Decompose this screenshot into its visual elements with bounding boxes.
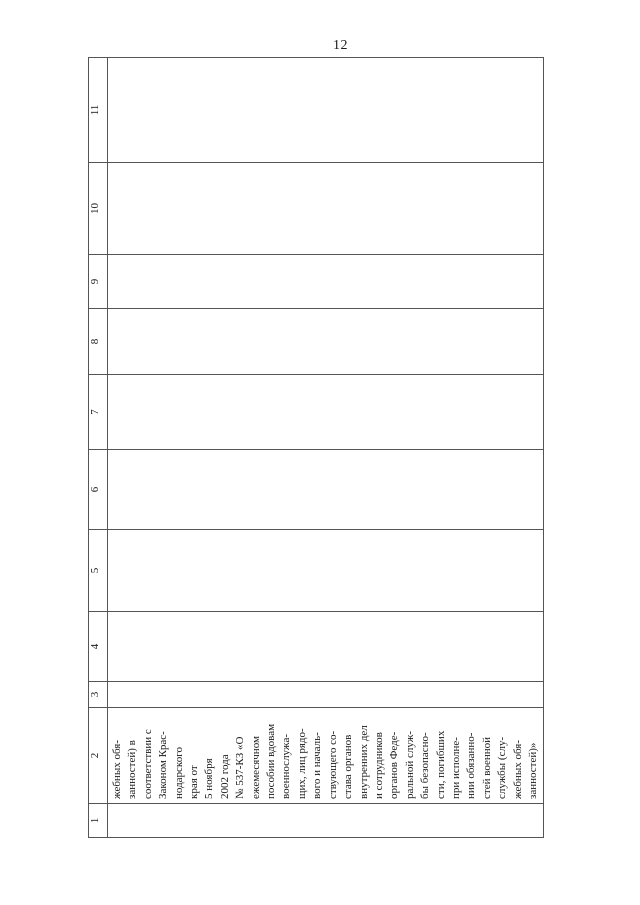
cell-col2-line: става органов xyxy=(342,734,355,799)
col-number-6: 6 xyxy=(89,450,108,530)
cell-col2-line: вого и началь- xyxy=(311,732,324,799)
col-number-8: 8 xyxy=(89,309,108,375)
cell-col2-line: стей военной xyxy=(480,736,493,799)
cell-col2-line: службы (слу- xyxy=(496,736,509,799)
cell-col9 xyxy=(108,255,544,309)
cell-col2-line: занностей)» xyxy=(526,742,539,799)
rotated-table-frame xyxy=(88,58,539,838)
cell-col11 xyxy=(108,58,544,163)
cell-col2-line: щих, лиц рядо- xyxy=(295,728,308,799)
cell-col2-text xyxy=(108,708,543,803)
cell-col8 xyxy=(108,309,544,375)
cell-col2 xyxy=(108,708,544,804)
cell-col2-line: военнослужа- xyxy=(280,733,293,799)
col-number-11: 11 xyxy=(89,58,108,163)
cell-col2-line: нодарского xyxy=(172,747,185,799)
cell-col2-line: ствующего со- xyxy=(326,730,339,799)
cell-col2-line: нии обязанно- xyxy=(465,732,478,799)
cell-col2-line: 5 ноября xyxy=(203,758,216,799)
cell-col4 xyxy=(108,612,544,682)
cell-col2-line: сти, погибших xyxy=(434,730,447,799)
cell-col2-line: соответствии с xyxy=(141,729,154,799)
cell-col3 xyxy=(108,682,544,708)
cell-col2-line: внутренних дел xyxy=(357,725,370,799)
cell-col5 xyxy=(108,530,544,612)
cell-col2-line: и сотрудников xyxy=(372,732,385,799)
cell-col10 xyxy=(108,163,544,255)
col-number-10: 10 xyxy=(89,163,108,255)
page-number: 12 xyxy=(333,38,348,53)
col-number-3: 3 xyxy=(89,682,108,708)
cell-col2-line: занностей) в xyxy=(126,740,139,799)
col-number-7: 7 xyxy=(89,375,108,450)
col-number-2: 2 xyxy=(89,708,108,804)
header-row xyxy=(89,58,108,838)
col-number-1: 1 xyxy=(89,804,108,838)
cell-col2-line: края от xyxy=(188,765,201,799)
cell-col2-line: жебных обя- xyxy=(511,739,524,799)
col-number-4: 4 xyxy=(89,612,108,682)
table-row xyxy=(108,58,544,838)
cell-col2-line: № 537-КЗ «О xyxy=(234,736,247,799)
cell-col2-line: Законом Крас- xyxy=(157,731,170,799)
cell-col2-line: бы безопасно- xyxy=(419,732,432,799)
cell-col6 xyxy=(108,450,544,530)
cell-col7 xyxy=(108,375,544,450)
cell-col2-line: ральной служ- xyxy=(403,731,416,799)
cell-col2-line: жебных обя- xyxy=(111,739,123,799)
col-number-9: 9 xyxy=(89,255,108,309)
cell-col2-line: органов Феде- xyxy=(388,731,401,799)
cell-col2-line: пособии вдовам xyxy=(265,723,278,799)
data-table xyxy=(88,57,544,838)
rotated-table xyxy=(88,58,539,838)
cell-col2-line: ежемесячном xyxy=(249,736,262,799)
cell-col1 xyxy=(108,804,544,838)
cell-col2-line: при исполне- xyxy=(449,737,462,799)
cell-col2-line: 2002 года xyxy=(218,754,231,799)
col-number-5: 5 xyxy=(89,530,108,612)
